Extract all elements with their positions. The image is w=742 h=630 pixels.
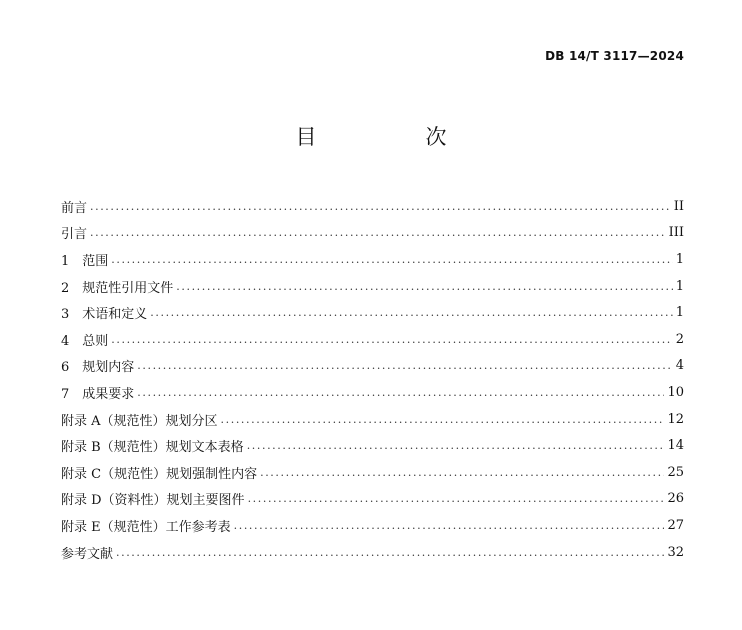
- toc-entry-label: 附录 C（规范性）规划强制性内容: [61, 466, 258, 482]
- toc-entry-appendix-a[interactable]: [61, 406, 684, 433]
- toc-entry-planning-content[interactable]: [61, 353, 684, 380]
- dot-leader: [176, 280, 672, 293]
- toc-entry-label: 1 范围: [61, 253, 109, 269]
- toc-entry-page: 12: [667, 411, 684, 427]
- toc-entry-scope[interactable]: [61, 246, 684, 273]
- toc-entry-label: 7 成果要求: [61, 386, 135, 402]
- toc-entry-label: 前言: [61, 200, 88, 216]
- toc-entry-bibliography[interactable]: [61, 539, 684, 566]
- toc-entry-page: 26: [667, 491, 684, 507]
- toc-entry-normative-references[interactable]: [61, 273, 684, 300]
- toc-entry-page: 1: [675, 305, 684, 321]
- dot-leader: [150, 306, 672, 319]
- dot-leader: [234, 519, 665, 532]
- dot-leader: [260, 466, 664, 479]
- toc-entry-page: 14: [667, 438, 684, 454]
- dot-leader: [247, 439, 665, 452]
- toc-entry-appendix-e[interactable]: [61, 512, 684, 539]
- toc-entry-page: 32: [667, 544, 684, 560]
- dot-leader: [248, 492, 665, 505]
- toc-entry-page: 25: [667, 464, 684, 480]
- toc-entry-general[interactable]: [61, 326, 684, 353]
- toc-entry-introduction[interactable]: [61, 220, 684, 247]
- document-code: DB 14/T 3117—2024: [545, 49, 684, 63]
- toc-entry-label: 3 术语和定义: [61, 307, 148, 323]
- toc-entry-appendix-d[interactable]: [61, 486, 684, 513]
- dot-leader: [90, 226, 666, 239]
- dot-leader: [90, 200, 671, 213]
- dot-leader: [137, 359, 672, 372]
- dot-leader: [116, 546, 664, 559]
- toc-entry-appendix-c[interactable]: [61, 459, 684, 486]
- toc-entry-label: 附录 B（规范性）规划文本表格: [61, 440, 244, 456]
- toc-entry-page: III: [668, 225, 684, 241]
- table-of-contents: [61, 193, 684, 565]
- toc-entry-label: 附录 A（规范性）规划分区: [61, 413, 218, 429]
- toc-entry-label: 2 规范性引用文件: [61, 280, 174, 296]
- toc-entry-preface[interactable]: [61, 193, 684, 220]
- toc-entry-label: 引言: [61, 227, 88, 243]
- dot-leader: [111, 333, 672, 346]
- toc-entry-page: 27: [667, 517, 684, 533]
- dot-leader: [137, 386, 664, 399]
- toc-entry-page: 1: [675, 251, 684, 267]
- toc-entry-appendix-b[interactable]: [61, 432, 684, 459]
- toc-entry-label: 4 总则: [61, 333, 109, 349]
- toc-entry-page: 10: [667, 384, 684, 400]
- toc-entry-page: 4: [675, 358, 684, 374]
- toc-entry-label: 附录 D（资料性）规划主要图件: [61, 493, 245, 509]
- toc-entry-page: 2: [675, 331, 684, 347]
- toc-entry-page: 1: [675, 278, 684, 294]
- toc-entry-terms-definitions[interactable]: [61, 299, 684, 326]
- dot-leader: [111, 253, 672, 266]
- toc-entry-page: II: [673, 198, 684, 214]
- toc-entry-label: 附录 E（规范性）工作参考表: [61, 519, 231, 535]
- page-title: 目 次: [295, 125, 491, 149]
- toc-entry-label: 参考文献: [61, 546, 114, 562]
- dot-leader: [221, 413, 665, 426]
- toc-entry-label: 6 规划内容: [61, 360, 135, 376]
- toc-entry-deliverables[interactable]: [61, 379, 684, 406]
